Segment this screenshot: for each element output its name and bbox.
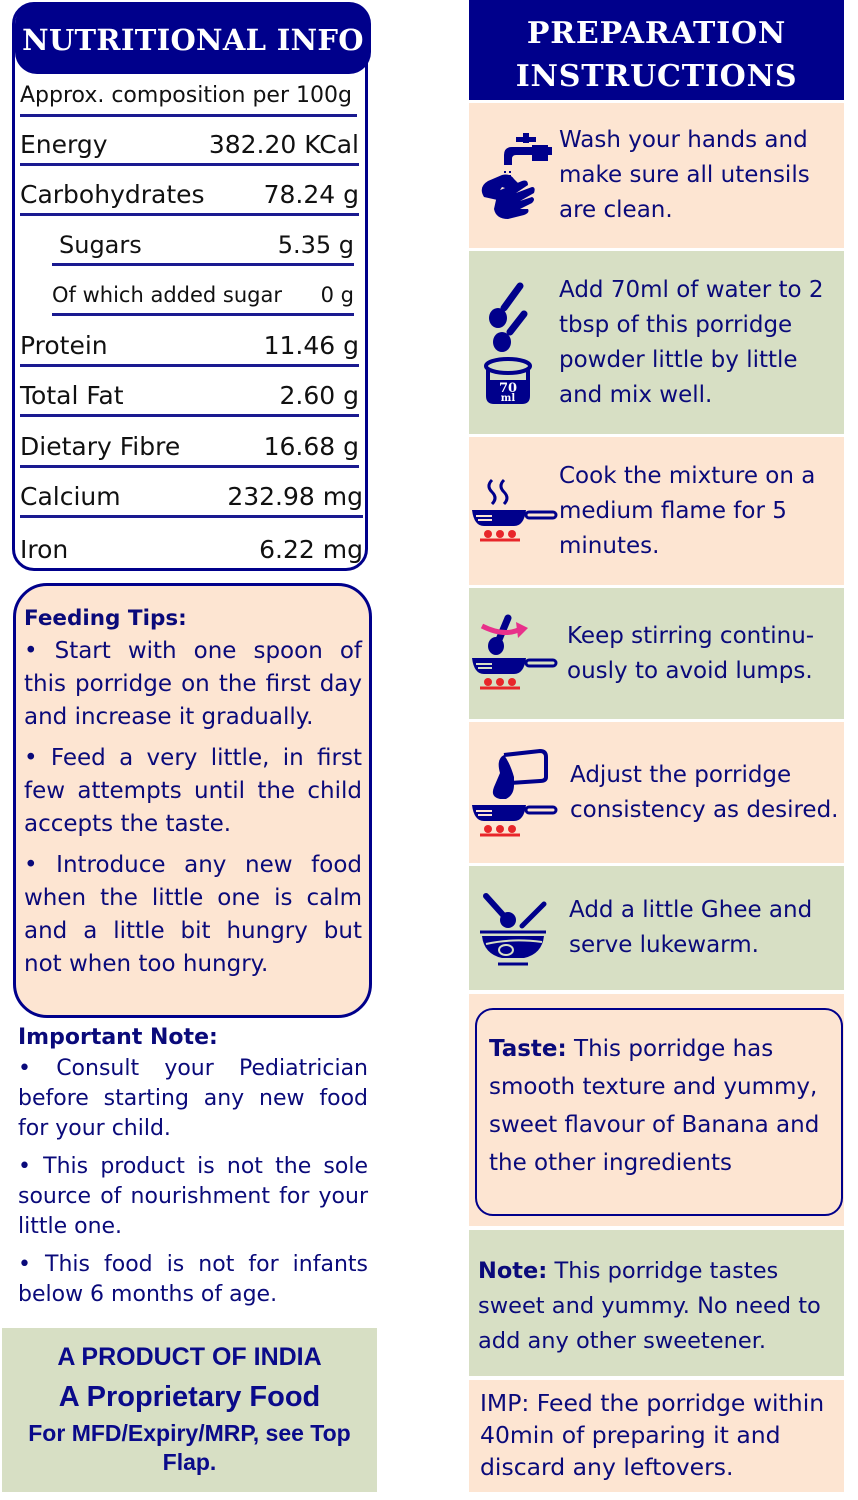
composition-label: Approx. composition per 100g bbox=[20, 83, 352, 108]
preparation-panel bbox=[469, 0, 844, 1481]
nutrition-row-iron bbox=[20, 528, 363, 568]
nutrient-value: 16.68 g bbox=[263, 432, 359, 461]
nutrient-value: 11.46 g bbox=[263, 331, 359, 360]
pouring-pan-icon bbox=[469, 747, 559, 839]
taste-panel bbox=[469, 994, 844, 1226]
hand-wash-icon bbox=[469, 131, 559, 221]
important-note-item: • This product is not the sole source of nourishment for your little one. bbox=[18, 1154, 368, 1239]
product-info-panel bbox=[2, 1328, 377, 1492]
step-text: Wash your hands and make sure all utensils are clean. bbox=[559, 127, 810, 223]
step-text: Add a little Ghee and serve lukewarm. bbox=[569, 897, 813, 958]
important-note-item: • This food is not for infants below 6 months of age. bbox=[18, 1252, 368, 1307]
taste-text: This porridge has smooth texture and yummy, sweet flavour of Banana and the other ingredients bbox=[489, 1036, 820, 1176]
nutrient-name: Sugars bbox=[59, 231, 142, 259]
nutrient-name: Carbohydrates bbox=[20, 180, 205, 209]
imp-note-panel bbox=[469, 1380, 844, 1492]
step-text: Keep stirring continu- ously to avoid lumps. bbox=[567, 622, 815, 684]
cooking-pan-icon bbox=[469, 476, 559, 546]
nutrient-name: Of which added sugar bbox=[52, 283, 282, 307]
nutrient-value: 78.24 g bbox=[263, 180, 359, 209]
nutrition-row-calcium bbox=[20, 478, 363, 518]
preparation-step-5 bbox=[469, 722, 844, 863]
note-label: Note: bbox=[478, 1258, 548, 1284]
nutrient-name: Calcium bbox=[20, 482, 121, 511]
step-text: Add 70ml of water to 2 tbsp of this porridge powder little by little and mix well. bbox=[559, 276, 824, 408]
nutrition-panel bbox=[12, 2, 368, 571]
nutrient-name: Dietary Fibre bbox=[20, 432, 181, 461]
nutrient-value: 232.98 mg bbox=[227, 482, 363, 511]
nutrient-name: Energy bbox=[20, 130, 108, 159]
note-text: This porridge tastes sweet and yummy. No need to add any other sweetener. bbox=[478, 1258, 821, 1354]
preparation-title bbox=[469, 0, 844, 100]
nutrition-row-carbohydrates bbox=[20, 176, 359, 216]
preparation-step-3 bbox=[469, 437, 844, 585]
nutrition-row-total-fat bbox=[20, 377, 359, 417]
product-date-note: For MFD/Expiry/MRP, see Top Flap. bbox=[28, 1420, 351, 1475]
nutrition-row-energy bbox=[20, 126, 359, 166]
nutrition-row-added-sugar bbox=[52, 276, 354, 316]
sweetener-note-panel bbox=[469, 1230, 844, 1376]
imp-text: IMP: Feed the porridge within 40min of preparing it and discard any leftovers. bbox=[480, 1389, 825, 1481]
preparation-step-2 bbox=[469, 251, 844, 434]
nutrient-value: 6.22 mg bbox=[259, 535, 363, 564]
preparation-step-6 bbox=[469, 866, 844, 990]
nutrition-row-sugars bbox=[52, 226, 354, 266]
composition-row bbox=[20, 77, 357, 117]
product-type: A Proprietary Food bbox=[58, 1381, 321, 1413]
nutrition-row-protein bbox=[20, 327, 359, 367]
preparation-title-line1: PREPARATION bbox=[526, 16, 787, 51]
feeding-tip: • Introduce any new food when the little one is calm and a little bit hungry but not when too hungry. bbox=[24, 852, 362, 977]
nutrient-value: 382.20 KCal bbox=[208, 130, 359, 159]
preparation-step-1 bbox=[469, 103, 844, 248]
feeding-tip: • Feed a very little, in first few attempts until the child accepts the taste. bbox=[24, 745, 362, 837]
feeding-tip: • Start with one spoon of this porridge on the first day and increase it gradually. bbox=[24, 638, 362, 730]
nutrient-value: 0 g bbox=[320, 283, 354, 307]
nutrient-name: Iron bbox=[20, 535, 69, 564]
stirring-pan-icon bbox=[469, 614, 559, 694]
nutrient-value: 5.35 g bbox=[277, 231, 354, 259]
svg-text:ml: ml bbox=[500, 393, 516, 404]
feeding-tips-panel bbox=[13, 583, 372, 1018]
nutrition-title: NUTRITIONAL INFO bbox=[15, 2, 371, 74]
important-note-title: Important Note: bbox=[18, 1025, 218, 1050]
nutrition-row-dietary-fibre bbox=[20, 428, 359, 468]
preparation-step-4 bbox=[469, 588, 844, 719]
preparation-title-line2: INSTRUCTIONS bbox=[515, 59, 798, 94]
svg-text:70: 70 bbox=[498, 381, 518, 396]
feeding-tips-title: Feeding Tips: bbox=[24, 606, 187, 631]
step-text: Cook the mixture on a medium flame for 5 minutes. bbox=[559, 462, 816, 559]
step-text: Adjust the porridge consistency as desired. bbox=[570, 761, 839, 823]
nutrient-value: 2.60 g bbox=[279, 381, 359, 410]
important-note-item: • Consult your Pediatrician before starting any new food for your child. bbox=[18, 1056, 368, 1141]
measuring-cup-icon bbox=[469, 280, 559, 405]
bowl-spoon-icon bbox=[469, 888, 559, 968]
product-origin: A PRODUCT OF INDIA bbox=[57, 1343, 322, 1371]
taste-box bbox=[475, 1008, 843, 1216]
nutrient-name: Total Fat bbox=[20, 381, 124, 410]
nutrient-name: Protein bbox=[20, 331, 108, 360]
important-note-panel bbox=[18, 1022, 368, 1318]
taste-label: Taste: bbox=[489, 1036, 567, 1062]
